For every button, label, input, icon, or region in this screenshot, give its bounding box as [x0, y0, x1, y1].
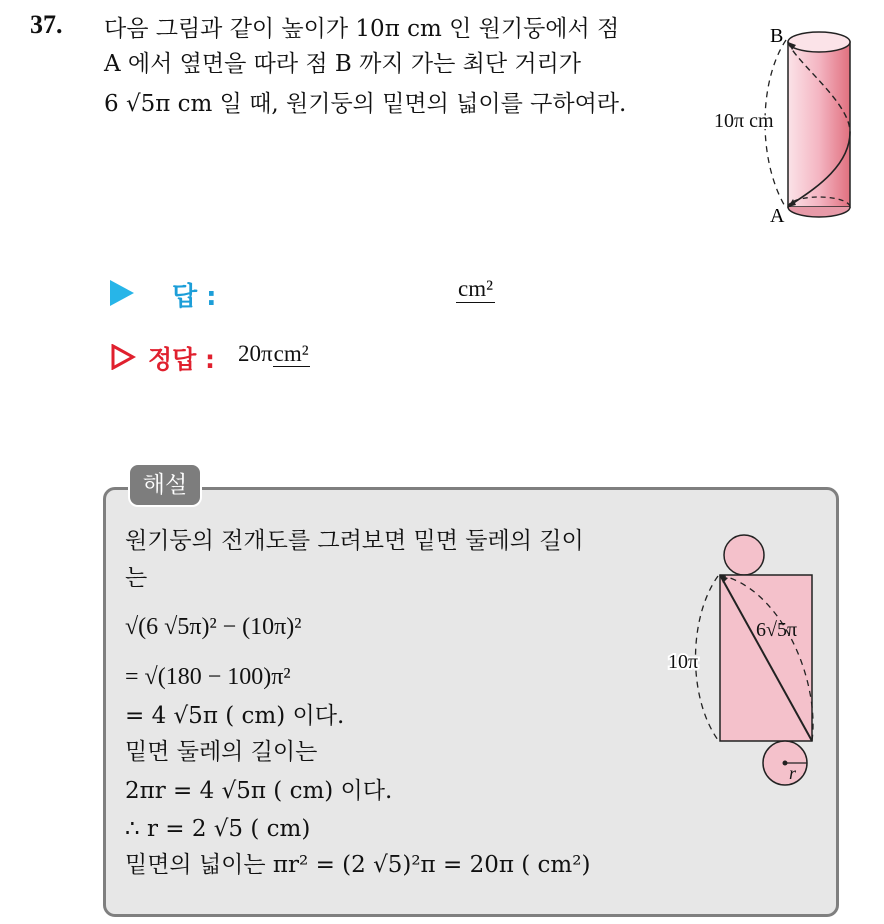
cylinder-net-figure [660, 528, 830, 790]
solution-value [238, 341, 310, 367]
question-number: 37. [30, 10, 63, 39]
explanation-line-8: ∴ r = 2 √5 ( cm) [125, 816, 311, 842]
answer-arrow-icon [110, 280, 134, 306]
solution-unit: cm² [273, 341, 309, 366]
solution-number: 20π [238, 341, 273, 366]
explanation-tab: 해설 [128, 463, 202, 507]
solution-label: 정답 : [148, 345, 216, 374]
height-label: 10π cm [714, 110, 774, 132]
net-top-circle [724, 535, 764, 575]
explanation-line-2: 는 [125, 565, 148, 591]
question-line-3: 6 √5π cm 일 때, 원기둥의 밑면의 넓이를 구하여라. [104, 91, 627, 117]
solution-arrow-icon [110, 344, 136, 370]
cylinder-body [788, 42, 850, 207]
answer-blank[interactable]: cm² [458, 276, 493, 301]
point-a-label: A [770, 205, 785, 227]
explanation-line-6: 밑면 둘레의 길이는 [125, 739, 318, 765]
net-diagonal-label: 6√5π [756, 619, 798, 641]
explanation-line-9: 밑면의 넓이는 πr² = (2 √5)²π = 20π ( cm²) [125, 852, 591, 878]
explanation-line-1: 원기둥의 전개도를 그려보면 밑면 둘레의 길이 [125, 528, 584, 554]
explanation-line-3: √(6 √5π)² − (10π)² [125, 614, 302, 640]
height-arc [696, 576, 719, 740]
question-line-1: 다음 그림과 같이 높이가 10π cm 인 원기둥에서 점 [104, 16, 620, 42]
point-b-label: B [770, 25, 784, 47]
explanation-line-7: 2πr = 4 √5π ( cm) 이다. [125, 778, 393, 804]
question-line-2: A 에서 옆면을 따라 점 B 까지 가는 최단 거리가 [104, 51, 582, 77]
radius-label: r [789, 763, 797, 783]
answer-label: 답 : [172, 282, 217, 312]
cylinder-bottom-front [788, 207, 850, 217]
cylinder-figure [700, 12, 870, 234]
explanation-line-5: = 4 √5π ( cm) 이다. [125, 703, 345, 729]
explanation-line-4: = √(180 − 100)π² [125, 664, 291, 690]
cylinder-top [788, 32, 850, 52]
net-height-label: 10π [668, 651, 699, 673]
